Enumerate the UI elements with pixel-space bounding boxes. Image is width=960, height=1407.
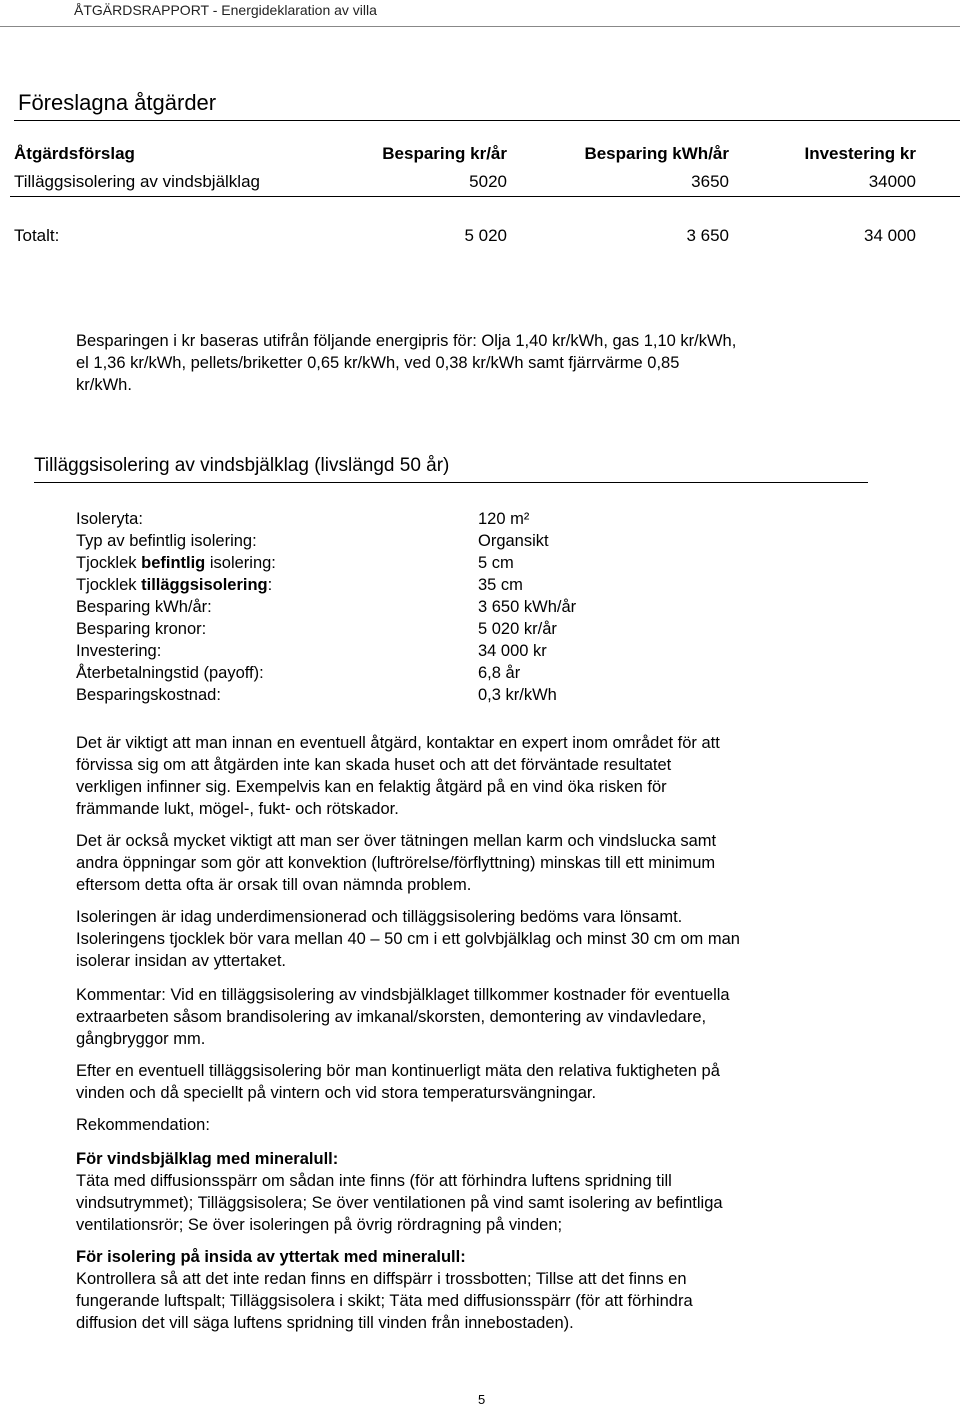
total-savings-kr: 5 020 xyxy=(464,226,507,245)
recommendation-title: För isolering på insida av yttertak med mineralull: xyxy=(76,1248,466,1266)
paragraph-line: Täta med diffusionsspärr om sådan inte finns (för att förhindra luftens spridning till xyxy=(76,1172,672,1190)
label-savings-cost: Besparingskostnad: xyxy=(76,686,221,704)
value-savings-kr: 5 020 kr/år xyxy=(478,620,557,638)
label-investment: Investering: xyxy=(76,642,162,660)
paragraph-line: vindsutrymmet); Tilläggsisolera; Se över ventilationen på vind samt isolering av befintliga xyxy=(76,1194,723,1212)
paragraph-line: isolerar insidan av yttertaket. xyxy=(76,952,287,970)
table-cell-savings-kwh: 3650 xyxy=(691,172,729,191)
paragraph-line: andra öppningar som gör att konvektion (luftrörelse/förflyttning) minskas till ett minimum xyxy=(76,854,716,872)
total-savings-kwh: 3 650 xyxy=(686,226,729,245)
paragraph-line: Kontrollera så att det inte redan finns en diffspärr i trossbotten; Tillse att det finns en xyxy=(76,1270,687,1288)
label-existing-thickness xyxy=(76,554,276,573)
table-header-savings-kwh: Besparing kWh/år xyxy=(584,144,729,163)
paragraph-line: extraarbeten såsom brandisolering av imkanal/skorsten, demontering av vindavledare, xyxy=(76,1008,707,1026)
label-part: isolering: xyxy=(205,554,276,572)
total-investment: 34 000 xyxy=(864,226,916,245)
label-part: Tjocklek xyxy=(76,576,142,594)
label-savings-kwh: Besparing kWh/år: xyxy=(76,598,212,616)
price-note-line: el 1,36 kr/kWh, pellets/briketter 0,65 kr/kWh, ved 0,38 kr/kWh samt fjärrvärme 0,85 xyxy=(76,354,680,372)
paragraph-line: Det är viktigt att man innan en eventuell åtgärd, kontaktar en expert inom området för att xyxy=(76,734,720,752)
measure-title-underline xyxy=(34,482,868,483)
paragraph-line: Isoleringen är idag underdimensionerad och tilläggsisolering bedöms vara lönsamt. xyxy=(76,908,683,926)
page-number: 5 xyxy=(478,1392,486,1407)
price-note-line: Besparingen i kr baseras utifrån följande energipris för: Olja 1,40 kr/kWh, gas 1,10 kr/kWh, xyxy=(76,332,737,350)
paragraph-line: Det är också mycket viktigt att man ser över tätningen mellan karm och vindslucka samt xyxy=(76,832,717,850)
value-investment: 34 000 kr xyxy=(478,642,547,660)
value-savings-cost: 0,3 kr/kWh xyxy=(478,686,557,704)
value-existing-insulation-type: Organsikt xyxy=(478,532,549,550)
table-header-measure: Åtgärdsförslag xyxy=(14,144,135,163)
label-part: Tjocklek xyxy=(76,554,142,572)
paragraph-line: Efter en eventuell tilläggsisolering bör man kontinuerligt mäta den relativa fuktigheten på xyxy=(76,1062,720,1080)
paragraph-line: gångbryggor mm. xyxy=(76,1030,206,1048)
label-part: : xyxy=(267,576,273,594)
paragraph-line: verkligen infinner sig. Exempelvis kan en felaktig åtgärd på en vind öka risken för xyxy=(76,778,667,796)
value-insulation-area: 120 m² xyxy=(478,510,530,528)
label-insulation-area: Isoleryta: xyxy=(76,510,143,528)
label-existing-insulation-type: Typ av befintlig isolering: xyxy=(76,532,257,550)
recommendation-title: För vindsbjälklag med mineralull: xyxy=(76,1150,339,1168)
paragraph-line: ventilationsrör; Se över isoleringen på övrig rördragning på vinden; xyxy=(76,1216,563,1234)
table-cell-savings-kr: 5020 xyxy=(469,172,507,191)
paragraph-line: diffusion det vill säga luftens spridning till vinden från innebostaden). xyxy=(76,1314,574,1332)
label-part-bold: befintlig xyxy=(141,554,206,572)
value-existing-thickness: 5 cm xyxy=(478,554,514,572)
value-payoff: 6,8 år xyxy=(478,664,521,682)
label-added-thickness xyxy=(76,576,272,595)
paragraph-line: förvissa sig om att åtgärden inte kan skada huset och att det förväntade resultatet xyxy=(76,756,672,774)
price-note-line: kr/kWh. xyxy=(76,376,132,394)
measure-title: Tilläggsisolering av vindsbjälklag (livslängd 50 år) xyxy=(34,455,450,476)
value-added-thickness: 35 cm xyxy=(478,576,523,594)
table-header-investment: Investering kr xyxy=(804,144,916,163)
paragraph-line: främmande lukt, mögel-, fukt- och rötskador. xyxy=(76,800,399,818)
paragraph-line: vinden och då speciellt på vintern och vid stora temperatursvängningar. xyxy=(76,1084,597,1102)
label-payoff: Återbetalningstid (payoff): xyxy=(76,664,264,682)
paragraph-line: eftersom detta ofta är orsak till ovan nämnda problem. xyxy=(76,876,472,894)
table-cell-measure: Tilläggsisolering av vindsbjälklag xyxy=(14,172,260,191)
section-title-underline xyxy=(14,120,960,121)
section-title: Föreslagna åtgärder xyxy=(18,90,217,115)
paragraph-line: fungerande luftspalt; Tilläggsisolera i skikt; Täta med diffusionsspärr (för att förhindra xyxy=(76,1292,693,1310)
header-divider xyxy=(0,26,960,27)
paragraph-line: Kommentar: Vid en tilläggsisolering av vindsbjälklaget tillkommer kostnader för eventuella xyxy=(76,986,730,1004)
value-savings-kwh: 3 650 kWh/år xyxy=(478,598,577,616)
table-header-savings-kr: Besparing kr/år xyxy=(382,144,507,163)
document-header: ÅTGÄRDSRAPPORT - Energideklaration av villa xyxy=(74,2,377,18)
recommendation-heading: Rekommendation: xyxy=(76,1116,210,1134)
label-savings-kr: Besparing kronor: xyxy=(76,620,207,638)
total-label: Totalt: xyxy=(14,226,60,245)
table-cell-investment: 34000 xyxy=(868,172,916,191)
table-row-divider xyxy=(10,196,960,197)
label-part-bold: tilläggsisolering xyxy=(141,576,268,594)
paragraph-line: Isoleringens tjocklek bör vara mellan 40 – 50 cm i ett golvbjälklag och minst 30 cm om man xyxy=(76,930,740,948)
